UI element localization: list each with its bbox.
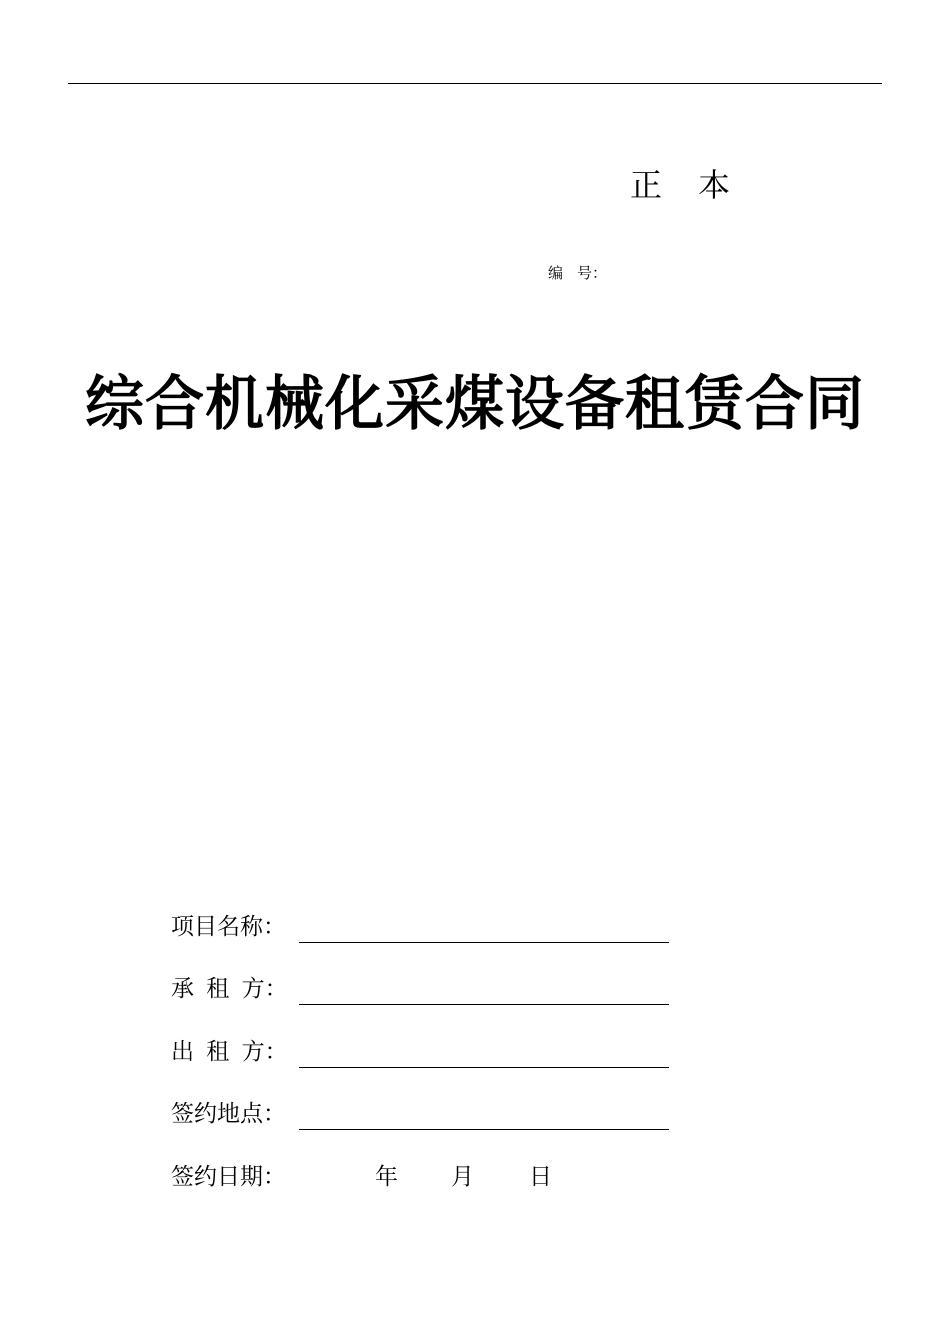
- signing-place-label: 签约地点：: [171, 1101, 286, 1127]
- copy-char-2: 本: [698, 166, 731, 204]
- year-label: 年: [375, 1164, 398, 1190]
- serial-number-label: [548, 263, 607, 283]
- month-label: 月: [451, 1164, 474, 1190]
- signing-date-field[interactable]: [171, 1160, 691, 1194]
- project-name-label: 项目名称：: [171, 914, 286, 940]
- lessee-underline[interactable]: [299, 1004, 669, 1005]
- lessee-label: 承 租 方：: [171, 976, 288, 1002]
- lessor-underline[interactable]: [299, 1067, 669, 1068]
- lessee-field[interactable]: [171, 972, 691, 1006]
- document-title: 综合机械化采煤设备租赁合同: [84, 369, 865, 438]
- serial-char-2: 号：: [577, 264, 608, 282]
- lessor-label: 出 租 方：: [171, 1039, 288, 1065]
- signing-date-label: 签约日期：: [171, 1164, 286, 1190]
- signing-place-field[interactable]: [171, 1097, 691, 1131]
- header-rule: [68, 83, 882, 84]
- lessor-field[interactable]: [171, 1035, 691, 1069]
- copy-char-1: 正: [630, 166, 663, 204]
- signing-place-underline[interactable]: [299, 1129, 669, 1130]
- project-name-underline[interactable]: [299, 942, 669, 943]
- project-name-field[interactable]: [171, 910, 691, 944]
- original-copy-label: [630, 165, 730, 205]
- serial-char-1: 编: [548, 264, 564, 282]
- day-label: 日: [529, 1164, 552, 1190]
